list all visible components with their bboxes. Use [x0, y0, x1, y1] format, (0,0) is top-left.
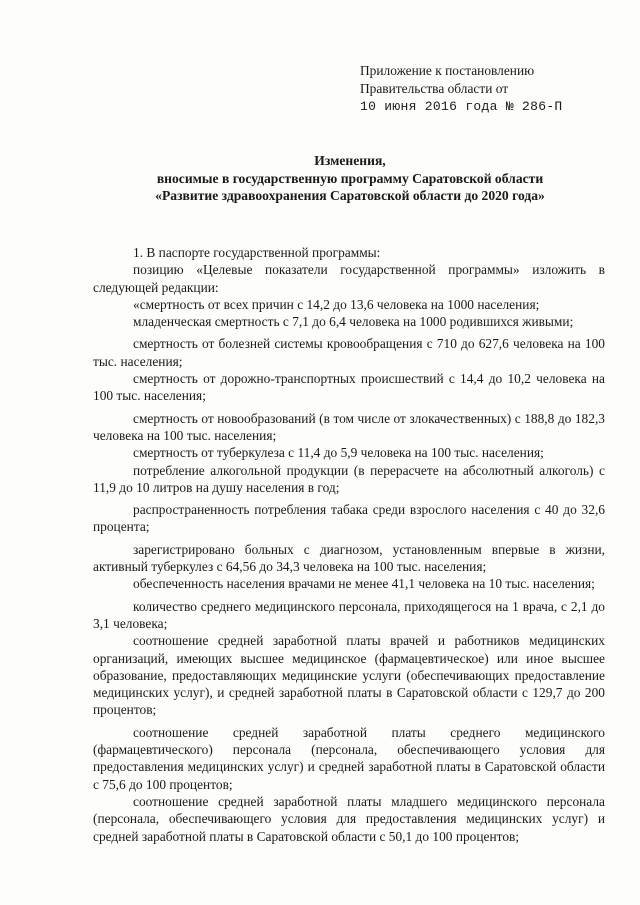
appendix-date-number: 10 июня 2016 года № 286-П: [360, 99, 563, 114]
appendix-line-1: Приложение к постановлению: [360, 63, 535, 78]
document-title: [90, 152, 610, 205]
paragraph: соотношение средней заработной платы среднего медицинского (фармацевтического) персонала (персонала, обеспечивающего условия для предоставления медицинских услуг) и средней заработной платы в Саратовской области с 75,6 до 100 процентов;: [93, 724, 605, 792]
paragraph: смертность от болезней системы кровообращения с 710 до 627,6 человека на 100 тыс. населения;: [93, 336, 605, 369]
paragraph: смертность от новообразований (в том числе от злокачественных) с 188,8 до 182,3 человека на 100 тыс. населения;: [93, 410, 605, 443]
paragraph: распространенность потребления табака среди взрослого населения с 40 до 32,6 процента;: [93, 502, 605, 535]
paragraph: смертность от туберкулеза с 11,4 до 5,9 человека на 100 тыс. населения;: [133, 445, 544, 461]
paragraph: соотношение средней заработной платы младшего медицинского персонала (персонала, обеспечивающего условия для предоставления медицинских услуг) и средней заработной платы в Саратовской области с 50,1 до 100 процентов;: [93, 793, 605, 844]
paragraph: зарегистрировано больных с диагнозом, установленным впервые в жизни, активный туберкулез с 64,56 до 34,3 человека на 100 тыс. населения;: [93, 541, 605, 575]
paragraph: младенческая смертность с 7,1 до 6,4 человека на 1000 родившихся живыми;: [133, 314, 574, 330]
appendix-line-2: Правительства области от: [360, 81, 509, 96]
paragraph: смертность от дорожно-транспортных происшествий с 14,4 до 10,2 человека на 100 тыс. населения;: [93, 371, 605, 404]
paragraph: потребление алкогольной продукции (в перерасчете на абсолютный алкоголь) с 11,9 до 10 литров на душу населения в год;: [93, 462, 605, 495]
paragraph: соотношение средней заработной платы врачей и работников медицинских организаций, имеющих высшее медицинское (фармацевтическое) или иное высшее образование, предоставляющих медицинские услуги (обеспечивающих предоставление медицинских услуг), и средней заработной платы в Саратовской области с 129,7 до 200 процентов;: [93, 633, 605, 718]
document-body: [93, 244, 605, 845]
paragraph: позицию «Целевые показатели государственной программы» изложить в следующей редакции:: [93, 262, 605, 295]
title-line-1: Изменения,: [314, 153, 386, 168]
paragraph: «смертность от всех причин с 14,2 до 13,6 человека на 1000 населения;: [133, 296, 540, 312]
appendix-header: [360, 62, 563, 116]
title-line-2: вносимые в государственную программу Саратовской области: [156, 170, 544, 186]
paragraph: 1. В паспорте государственной программы:: [133, 245, 381, 260]
title-line-3: «Развитие здравоохранения Саратовской области до 2020 года»: [155, 188, 545, 203]
paragraph: обеспеченность населения врачами не менее 41,1 человека на 10 тыс. населения;: [133, 576, 595, 592]
paragraph: количество среднего медицинского персонала, приходящегося на 1 врача, с 2,1 до 3,1 человека;: [93, 598, 605, 631]
